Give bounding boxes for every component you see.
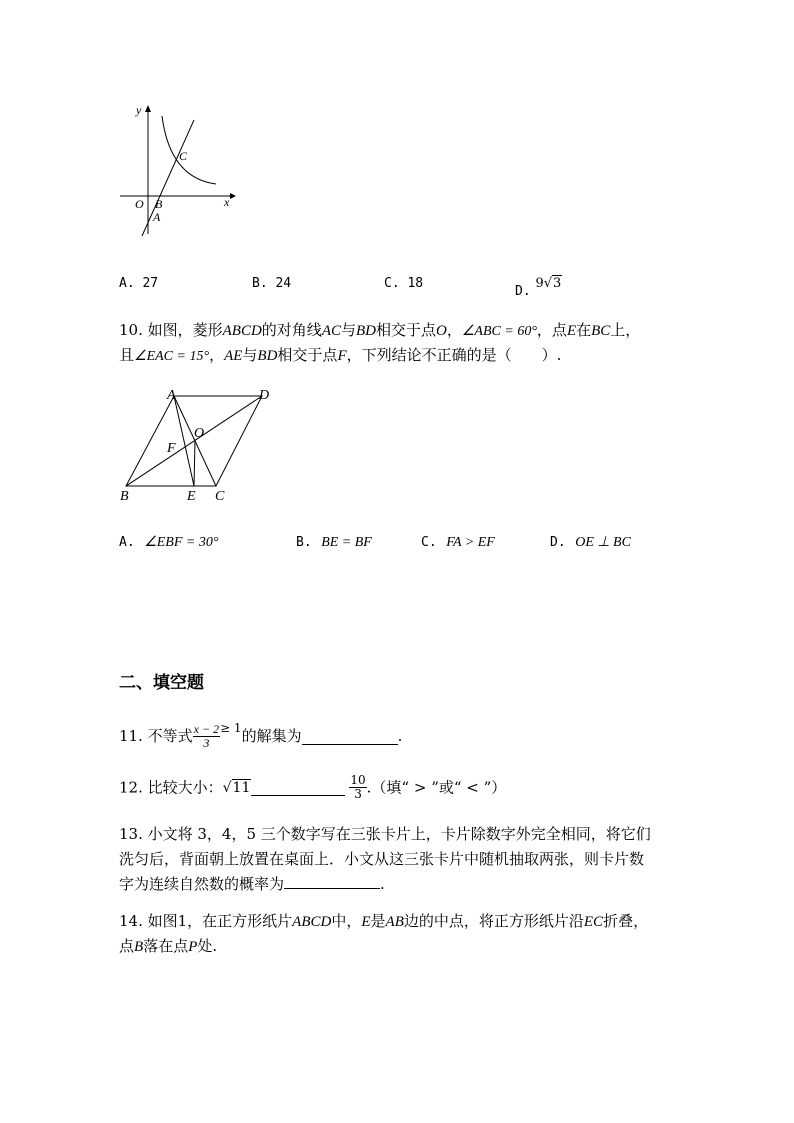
q12-prefix: 12. 比较大小： xyxy=(119,778,223,797)
label-A: A xyxy=(167,388,176,403)
q11-suffix: 的解集为 xyxy=(241,727,302,745)
q10-text: 且 xyxy=(119,346,135,364)
q14-text: 14. 如图1，在正方形纸片 xyxy=(119,912,293,930)
q12-fraction xyxy=(349,774,366,801)
q14-line-2 xyxy=(119,934,217,959)
q9-option-d-coef: 9 xyxy=(535,276,544,291)
q10-option-b-prefix: B. xyxy=(296,535,312,550)
q11-end: . xyxy=(397,727,403,745)
label-y: y xyxy=(136,103,142,117)
x-axis-arrow xyxy=(230,193,236,199)
q10-text: ，点 xyxy=(536,321,567,339)
q10-angle-abc: ∠ABC = 60° xyxy=(461,324,537,339)
figure-coordinate-graph xyxy=(112,100,242,240)
q14-ab: AB xyxy=(385,914,404,930)
label-O: O xyxy=(135,197,144,211)
q10-f: F xyxy=(337,348,347,364)
q14-e: E xyxy=(361,914,371,930)
q10-text: 相交于点 xyxy=(277,346,338,364)
q10-option-d-expr: OE ⊥ BC xyxy=(575,535,631,550)
label-A: A xyxy=(153,210,161,224)
label-C: C xyxy=(215,489,225,504)
q10-bd: BD xyxy=(356,323,376,339)
q10-text: 10. 如图，菱形 xyxy=(119,321,223,339)
q13-end: . xyxy=(380,875,385,893)
label-C: C xyxy=(179,149,188,163)
q11-fraction xyxy=(193,723,220,750)
q12-frac-num: 10 xyxy=(350,773,366,787)
q10-text: 与 xyxy=(242,346,258,364)
q9-option-d-radicand: 3 xyxy=(553,276,562,291)
q14-text: 落在点 xyxy=(143,937,189,955)
straight-line xyxy=(142,120,194,236)
q10-abcd: ABCD xyxy=(222,323,262,339)
q10-text: 的对角线 xyxy=(261,321,322,339)
q13-line-3-text: 字为连续自然数的概率为 xyxy=(119,875,285,893)
q10-text: 上， xyxy=(610,321,641,339)
q10-text: ， xyxy=(209,346,225,364)
q10-bd: BD xyxy=(257,348,278,364)
q10-option-a-prefix: A. xyxy=(119,535,135,550)
q14-ec: EC xyxy=(583,914,604,930)
q10-o: O xyxy=(436,323,447,339)
q10-e: E xyxy=(566,323,577,339)
q10-option-c-prefix: C. xyxy=(421,535,437,550)
q10-text: 在 xyxy=(576,321,592,339)
segment-oe xyxy=(194,441,195,486)
q13-line-1: 13. 小文将 3，4，5 三个数字写在三张卡片上，卡片除数字外完全相同，将它们 xyxy=(119,825,651,843)
q12-answer-blank[interactable] xyxy=(251,779,345,796)
q10-text: 相交于点 xyxy=(376,321,437,339)
q9-option-b: B. 24 xyxy=(252,276,292,291)
label-x: x xyxy=(224,195,230,209)
q9-option-d-prefix: D. xyxy=(515,284,531,299)
q14-text: 是 xyxy=(370,912,386,930)
q10-ac: AC xyxy=(321,323,341,339)
q13-line-2: 洗匀后，背面朝上放置在桌面上．小文从这三张卡片中随机抽取两张，则卡片数 xyxy=(119,850,645,868)
label-B: B xyxy=(120,489,129,504)
q10-line-1 xyxy=(119,318,640,344)
q9-option-c: C. 18 xyxy=(384,276,424,291)
q10-option-d-prefix: D. xyxy=(550,535,566,550)
q10-option-b xyxy=(296,529,372,555)
segment-ae xyxy=(174,396,194,486)
q14-text: 中， xyxy=(331,912,362,930)
q12-frac-den: 3 xyxy=(354,787,362,801)
q10-option-a-expr: ∠EBF = 30° xyxy=(144,535,219,550)
q10-option-b-expr: BE = BF xyxy=(321,535,372,550)
q14-abcd: ABCD xyxy=(292,914,332,930)
q11-frac-num: x − 2 xyxy=(193,721,220,736)
q13-line-3 xyxy=(119,872,385,896)
q10-text: 与 xyxy=(340,321,356,339)
q11-prefix: 11. 不等式 xyxy=(119,727,193,745)
q13-answer-blank[interactable] xyxy=(284,872,380,889)
q12-radicand: 11 xyxy=(232,779,251,796)
q12 xyxy=(119,774,506,801)
q14-p: P xyxy=(188,939,198,955)
q10-option-a xyxy=(119,529,218,555)
q10-bc: BC xyxy=(591,323,611,339)
q10-ae: AE xyxy=(224,348,243,364)
y-axis-arrow xyxy=(145,105,151,112)
q10-option-c-expr: FA > EF xyxy=(446,535,495,550)
q10-text: ， xyxy=(446,321,462,339)
label-O: O xyxy=(194,426,205,441)
q9-option-d xyxy=(515,270,562,299)
q9-option-d-sqrt: √3 xyxy=(543,276,562,291)
q10-angle-eac: ∠EAC = 15° xyxy=(134,349,210,364)
q10-option-c xyxy=(421,529,495,555)
q12-suffix: .（填“ > ”或“ < ”） xyxy=(366,778,507,797)
q10-text: ，下列结论不正确的是（ ）. xyxy=(346,346,562,364)
section-title: 二、填空题 xyxy=(119,673,204,693)
q11-inequality: ≥ 1 xyxy=(220,721,242,735)
q14-text: 边的中点，将正方形纸片沿 xyxy=(403,912,584,930)
q10-option-d xyxy=(550,529,631,555)
q11-frac-den: 3 xyxy=(203,735,210,750)
label-E: E xyxy=(187,489,196,504)
q14-text: 点 xyxy=(119,937,135,955)
label-D: D xyxy=(259,388,270,403)
label-F: F xyxy=(167,441,176,456)
q11 xyxy=(119,716,402,750)
q9-option-a: A. 27 xyxy=(119,276,159,291)
figure-rhombus xyxy=(112,384,282,504)
q14-text: 处. xyxy=(197,937,218,955)
q14-text: 折叠， xyxy=(603,912,649,930)
q10-line-2 xyxy=(119,343,561,369)
q14-line-1 xyxy=(119,909,648,934)
q14-b: B xyxy=(134,939,144,955)
label-B: B xyxy=(155,197,163,211)
q11-answer-blank[interactable] xyxy=(302,728,398,745)
q12-sqrt: √11 xyxy=(222,779,251,796)
